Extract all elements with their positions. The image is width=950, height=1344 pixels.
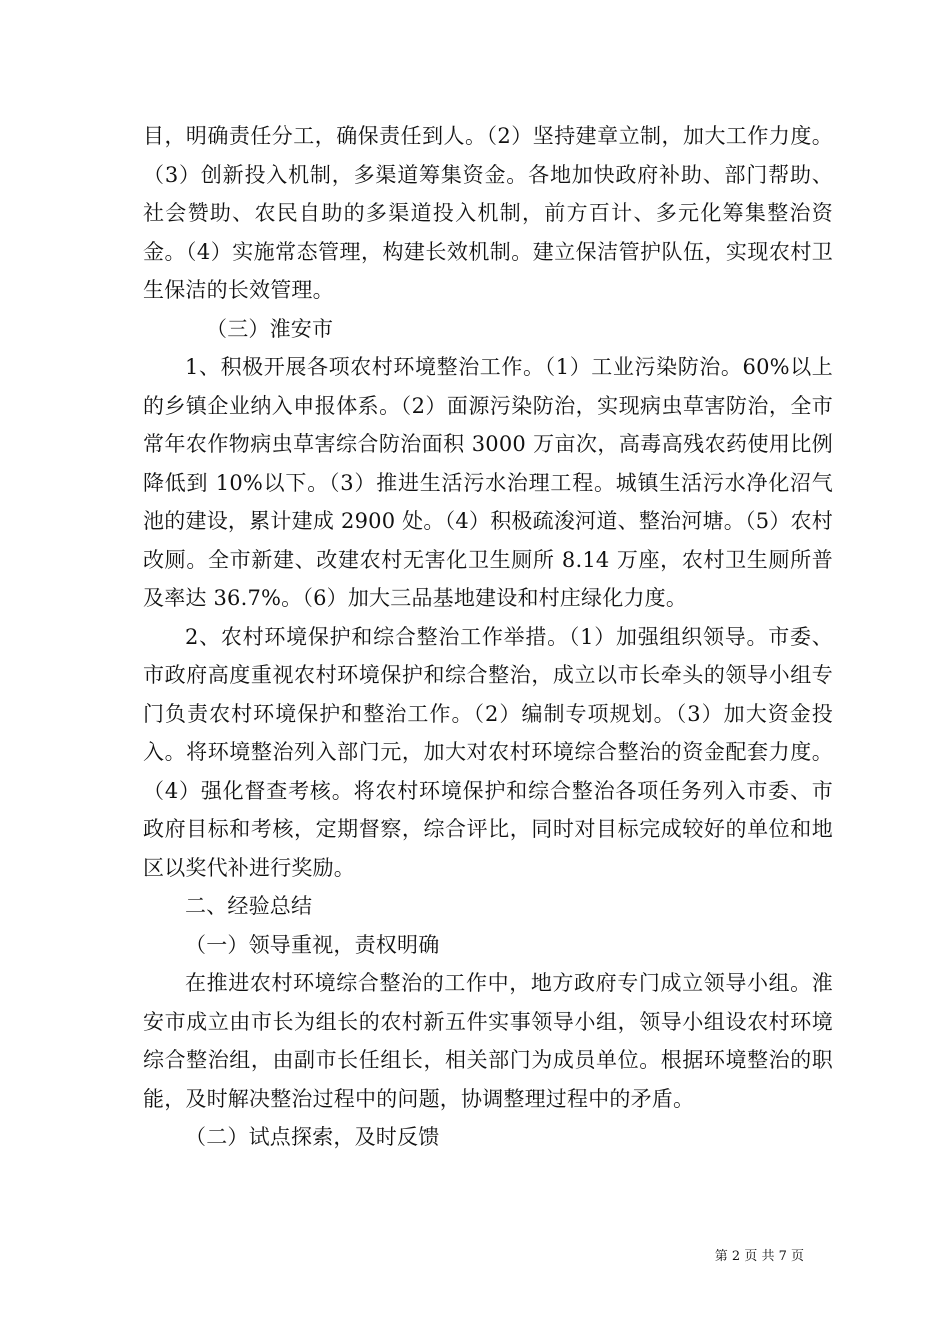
paragraph-continuation: 目，明确责任分工，确保责任到人。（2）坚持建章立制，加大工作力度。（3）创新投入机制，多渠道筹集资金。各地加快政府补助、部门帮助、社会赞助、农民自助的多渠道投入机制，前方百计、多元化筹集整治资金。（4）实施常态管理，构建长效机制。建立保洁管护队伍，实现农村卫生保洁的长效管理。 [143,124,833,302]
page-number-footer: 第 2 页 共 7 页 [714,1249,804,1264]
subheading-leadership: （一）领导重视，责权明确 [185,932,440,957]
paragraph-environment-work: 1、积极开展各项农村环境整治工作。（1）工业污染防治。60%以上的乡镇企业纳入申报体系。（2）面源污染防治，实现病虫草害防治，全市常年农作物病虫草害综合防治面积 3000 万亩次，高毒高残农药使用比例降低到 10%以下。（3）推进生活污水治理工程。城镇生活污水净化沼气池的建设，累计建成 2900 处。（4）积极疏浚河道、整治河塘。（5）农村改厕。全市新建、改建农村无害化卫生厕所 8.14 万座，农村卫生厕所普及率达 36.7%。（6）加大三品基地建设和村庄绿化力度。 [143,355,833,610]
document-body [143,117,833,1157]
paragraph-protection-measures: 2、农村环境保护和综合整治工作举措。（1）加强组织领导。市委、市政府高度重视农村环境保护和综合整治，成立以市长牵头的领导小组专门负责农村环境保护和整治工作。（2）编制专项规划。（3）加大资金投入。将环境整治列入部门元，加大对农村环境综合整治的资金配套力度。（4）强化督查考核。将农村环境保护和综合整治各项任务列入市委、市政府目标和考核，定期督察，综合评比，同时对目标完成较好的单位和地区以奖代补进行奖励。 [143,624,833,880]
paragraph-leadership: 在推进农村环境综合整治的工作中，地方政府专门成立领导小组。淮安市成立由市长为组长的农村新五件实事领导小组，领导小组设农村环境综合整治组，由副市长任组长，相关部门为成员单位。根据环境整治的职能，及时解决整治过程中的问题，协调整理过程中的矛盾。 [143,971,833,1111]
subheading-pilot-exploration: （二）试点探索，及时反馈 [185,1125,440,1149]
section-heading-huaian: （三）淮安市 [206,316,334,341]
section-heading-experience-summary: 二、经验总结 [185,894,313,918]
